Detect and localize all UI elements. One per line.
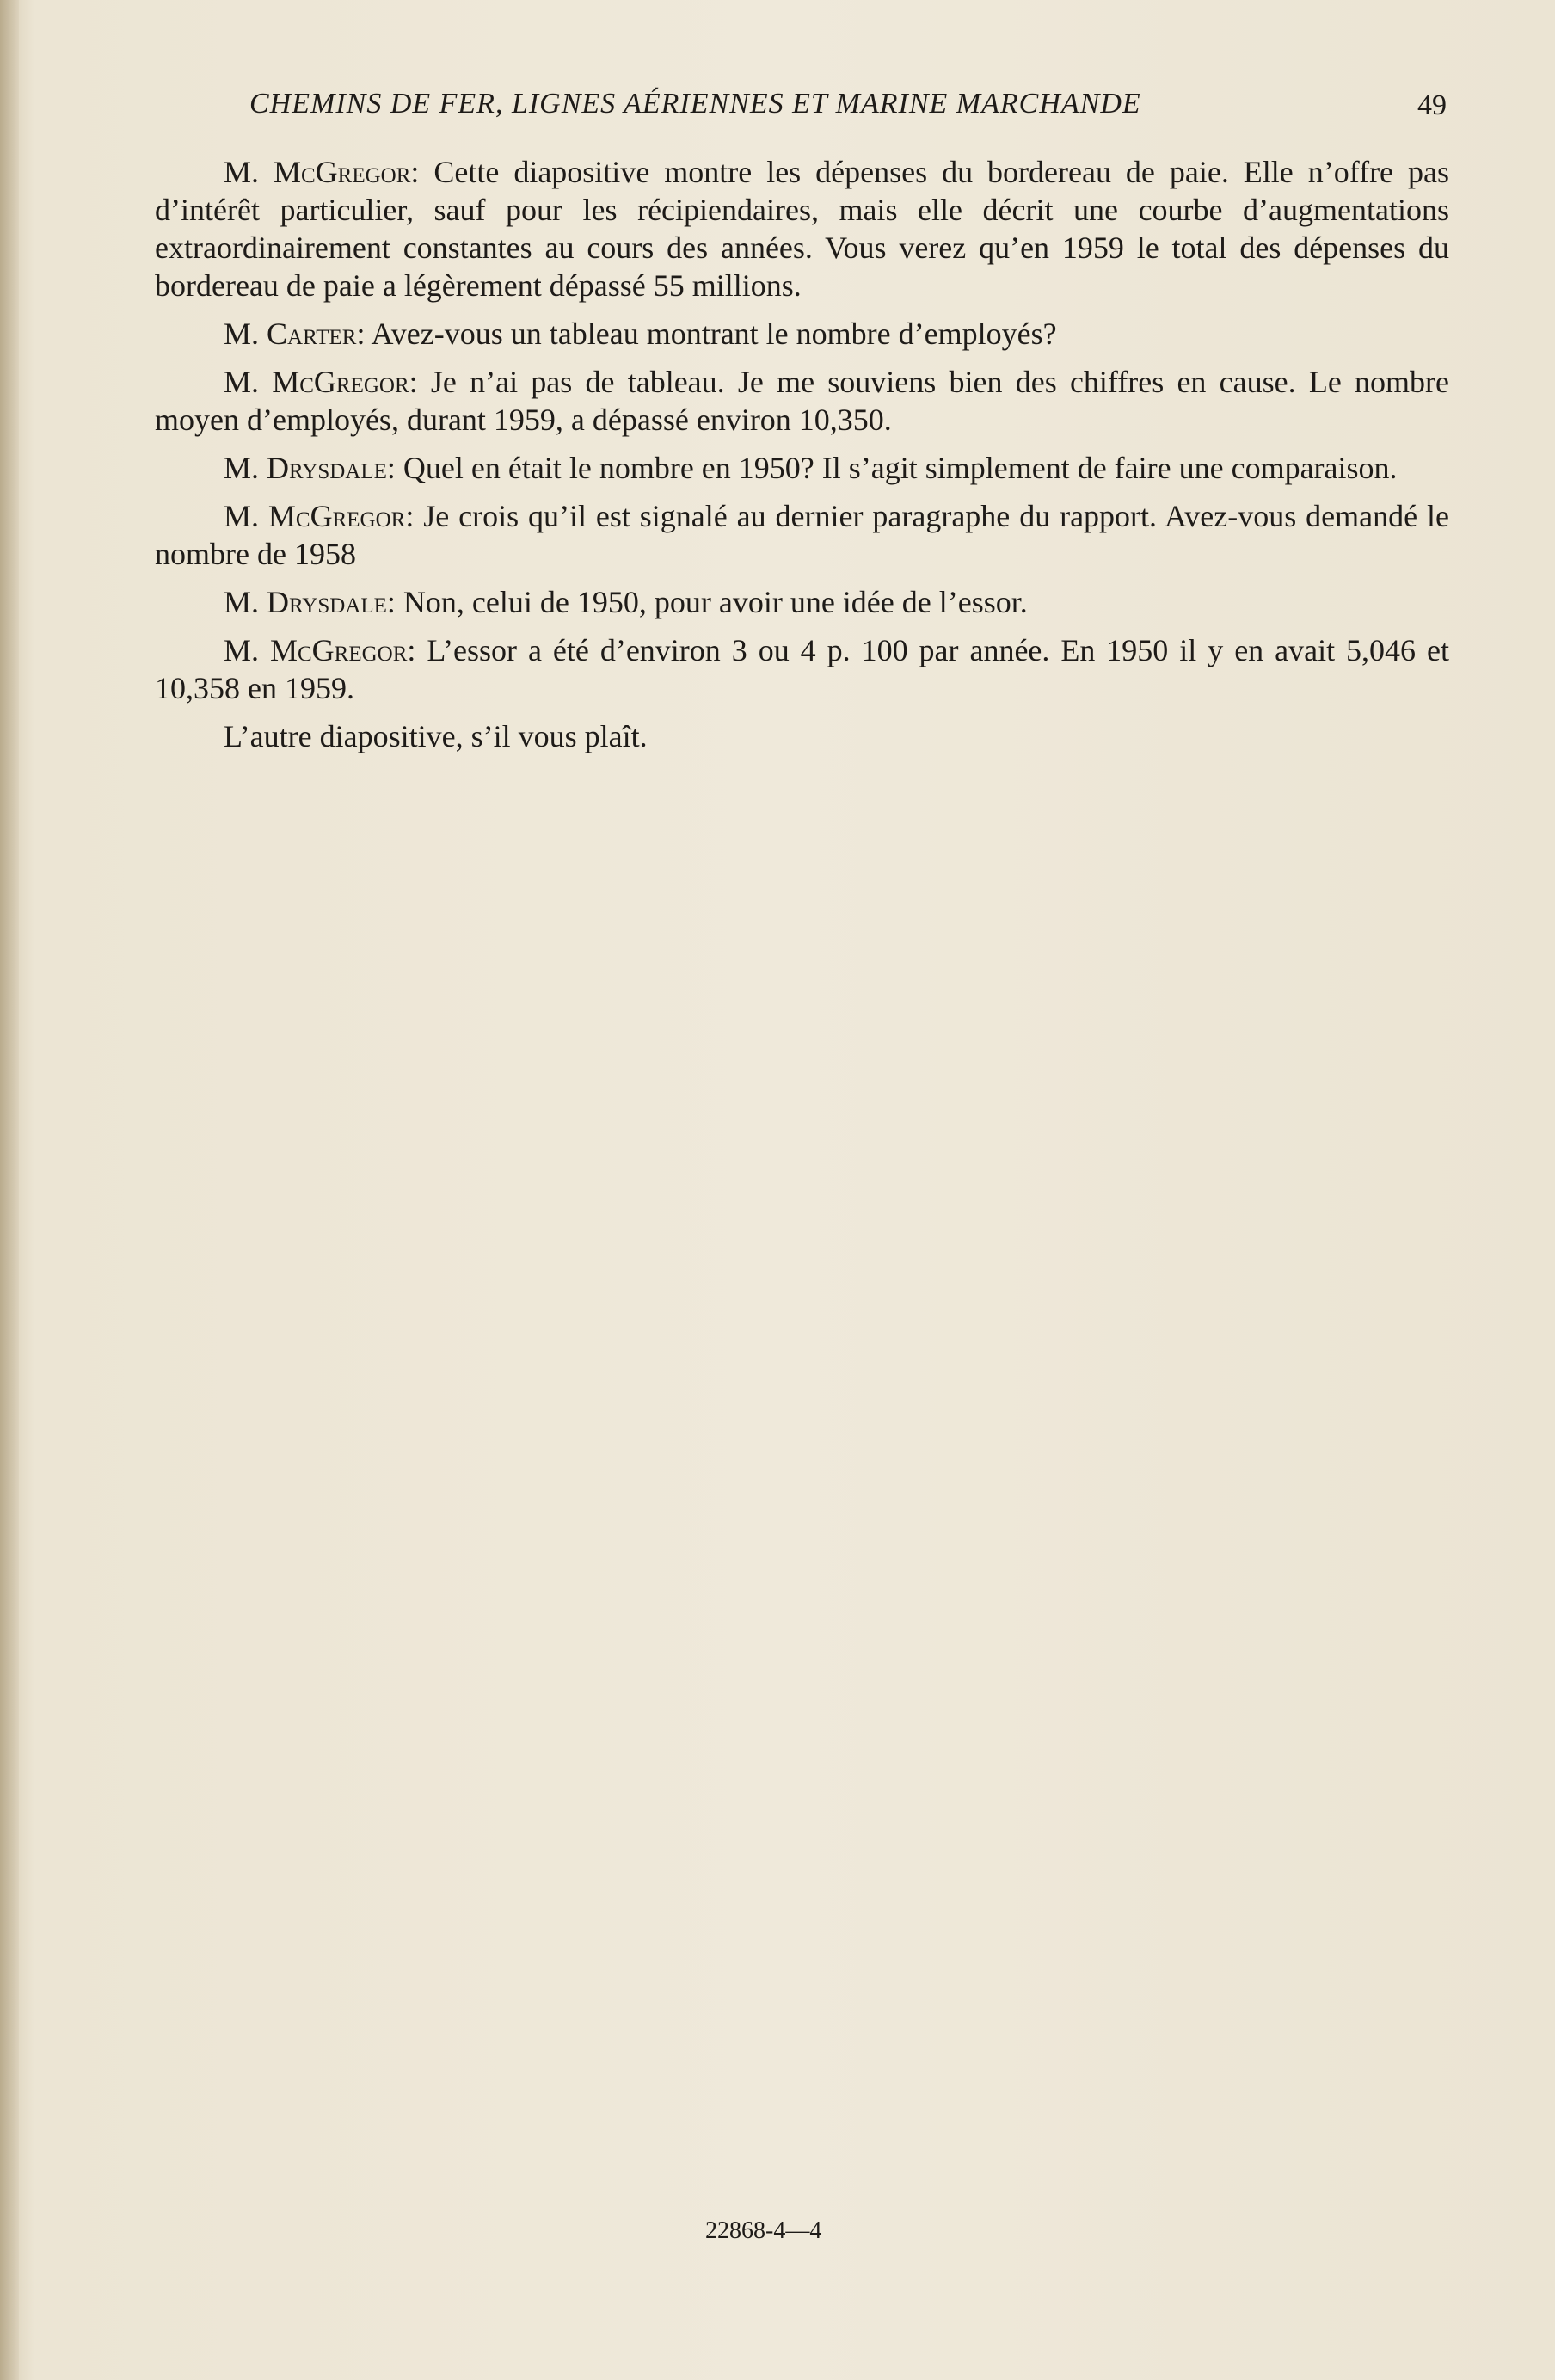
paragraph <box>155 363 1449 439</box>
paragraph-text: Non, celui de 1950, pour avoir une idée de l’essor. <box>395 585 1028 619</box>
page-binding-edge <box>0 0 19 2380</box>
paragraph-text: Je n’ai pas de tableau. Je me souviens bien des chiffres en cause. Le nombre moyen d’employés, durant 1959, a dépassé environ 10,350. <box>155 365 1449 437</box>
paragraph <box>155 717 1449 755</box>
speaker-name: M. McGregor: <box>224 155 420 189</box>
speaker-name: M. Carter: <box>224 317 366 351</box>
paragraph <box>155 449 1449 487</box>
paragraph <box>155 631 1449 707</box>
running-header: CHEMINS DE FER, LIGNES AÉRIENNES ET MARINE MARCHANDE <box>249 88 1141 120</box>
paragraph <box>155 153 1449 304</box>
paragraph-text: Avez-vous un tableau montrant le nombre d’employés? <box>365 317 1057 351</box>
document-body <box>155 153 1449 766</box>
speaker-name: M. McGregor: <box>224 633 416 667</box>
paragraph <box>155 583 1449 621</box>
paragraph-text: Quel en était le nombre en 1950? Il s’agit simplement de faire une comparaison. <box>395 451 1398 485</box>
paragraph <box>155 497 1449 573</box>
speaker-name: M. McGregor: <box>224 499 415 533</box>
paragraph-text: L’autre diapositive, s’il vous plaît. <box>224 719 648 753</box>
speaker-name: M. Drysdale: <box>224 451 396 485</box>
paragraph-text: Je crois qu’il est signalé au dernier paragraphe du rapport. Avez-vous demandé le nombre de 1958 <box>155 499 1449 571</box>
speaker-name: M. McGregor: <box>224 365 418 399</box>
paragraph <box>155 315 1449 353</box>
footer-code: 22868-4—4 <box>705 2217 822 2244</box>
paragraph-text: Cette diapositive montre les dépenses du bordereau de paie. Elle n’offre pas d’intérêt particulier, sauf pour les récipiendaires, mais elle décrit une courbe d’augmentations extraordinairement constantes au cours des années. Vous verez qu’en 1959 le total des dépenses du bordereau de paie a légèrement dépassé 55 millions. <box>155 155 1449 303</box>
paragraph-text: L’essor a été d’environ 3 ou 4 p. 100 par année. En 1950 il y en avait 5,046 et 10,358 en 1959. <box>155 633 1449 705</box>
speaker-name: M. Drysdale: <box>224 585 396 619</box>
page-number: 49 <box>1417 89 1447 121</box>
